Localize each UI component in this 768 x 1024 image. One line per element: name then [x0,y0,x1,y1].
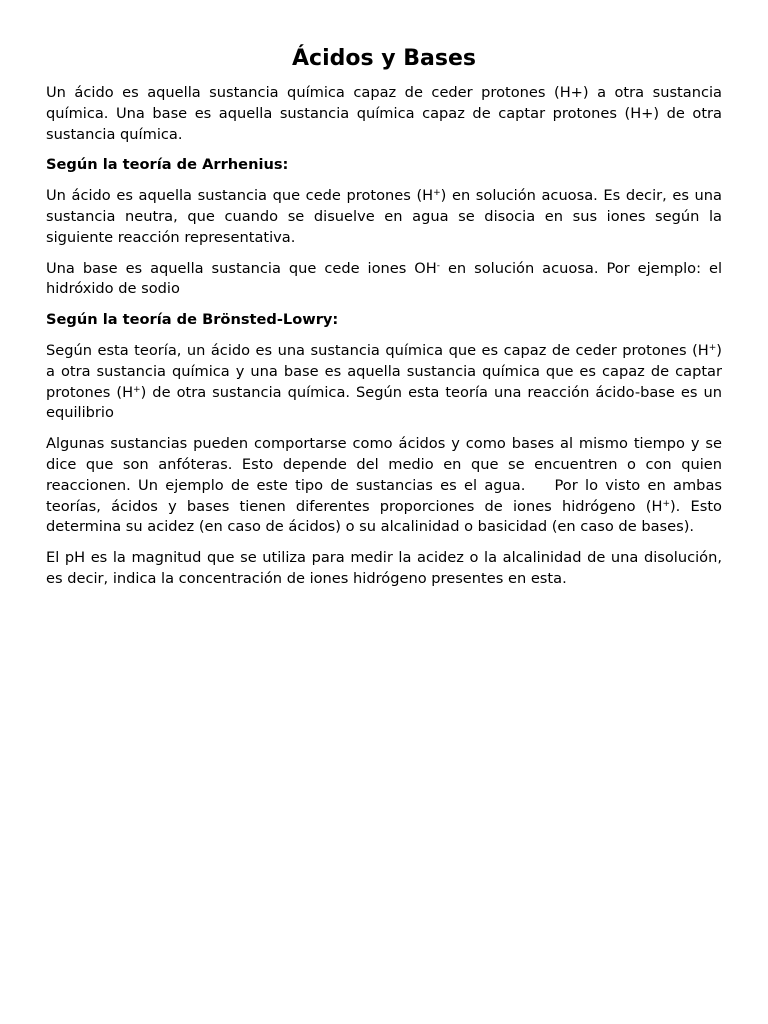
ph-paragraph: El pH es la magnitud que se utiliza para medir la acidez o la alcalinidad de una disolución, es decir, indica la concentración de iones hidrógeno presentes en esta. [46,549,722,587]
text-run: Un ácido es aquella sustancia que cede protones (H [46,187,434,205]
text-run: Una base es aquella sustancia que cede iones OH [46,259,437,277]
intro-paragraph: Un ácido es aquella sustancia química capaz de ceder protones (H+) a otra sustancia química. Una base es aquella sustancia química capaz de captar protones (H+) de otra sustancia química. [46,84,722,143]
arrhenius-base-paragraph [46,259,722,301]
superscript: + [708,342,717,353]
document-title: Ácidos y Bases [292,46,476,71]
superscript: + [133,384,141,395]
superscript: + [662,498,670,509]
amphoteric-paragraph [46,434,727,538]
superscript: + [433,188,441,199]
bronsted-heading: Según la teoría de Brönsted-Lowry: [46,311,339,329]
arrhenius-acid-paragraph [46,186,722,248]
text-run: Algunas sustancias pueden comportarse como ácidos y como bases al mismo tiempo y se dice que son anfóteras. Esto depende del medio en que se encuentren o con quien reaccionen. Un ejemplo de este tipo de sustancias es el agua. Por lo visto en ambas teorías, ácidos y bases tienen diferentes proporciones de iones hidrógeno (H [46,435,727,515]
text-run: ) en solución acuosa. Es decir, es una sustancia neutra, que cuando se disuelve en agua se disocia en sus iones según la siguiente reacción representativa. [46,187,722,246]
text-run: ). Esto determina su acidez (en caso de ácidos) o su alcalinidad o basicidad (en caso de bases). [46,497,727,536]
text-run: Según esta teoría, un ácido es una sustancia química que es capaz de ceder protones (H [46,341,709,359]
text-run: ) de otra sustancia química. Según esta teoría una reacción ácido-base es un equilibrio [46,383,722,422]
superscript: - [436,260,440,271]
text-run: ) a otra sustancia química y una base es aquella sustancia química que es capaz de captar protones (H [46,341,722,401]
bronsted-theory-paragraph [46,341,722,424]
arrhenius-heading: Según la teoría de Arrhenius: [46,156,289,174]
text-run: en solución acuosa. Por ejemplo: el hidróxido de sodio [46,259,722,298]
